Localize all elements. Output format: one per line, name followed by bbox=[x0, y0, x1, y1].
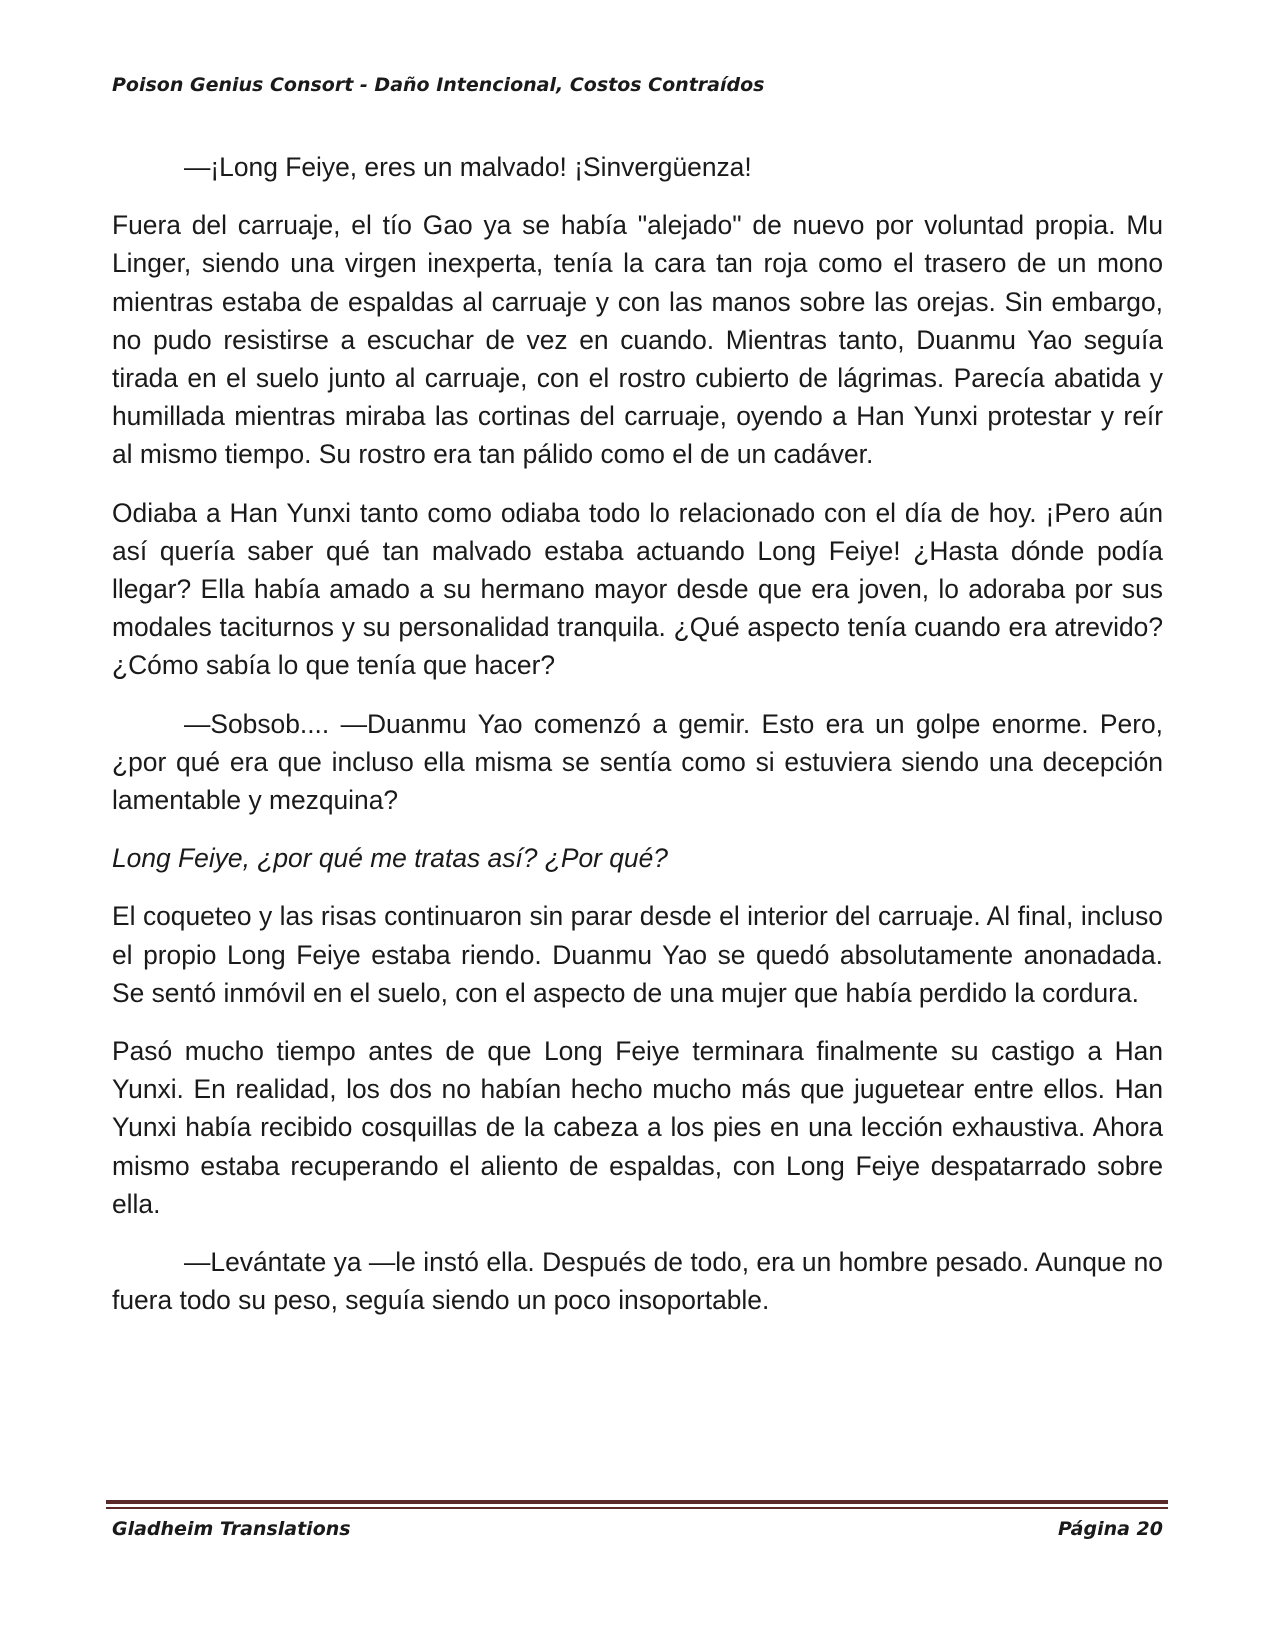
paragraph-thought: Long Feiye, ¿por qué me tratas así? ¿Por qué? bbox=[112, 843, 668, 874]
paragraph-hatred: Odiaba a Han Yunxi tanto como odiaba todo lo relacionado con el día de hoy. ¡Pero aún así quería saber qué tan malvado estaba actuando Long Feiye! ¿Hasta dónde podía llegar? Ella había amado a su hermano mayor desde que era joven, lo adoraba por sus modales taciturnos y su personalidad tranquila. ¿Qué aspecto tenía cuando era atrevido? ¿Cómo sabía lo que tenía que hacer? bbox=[112, 497, 1163, 681]
paragraph-dialogue-2: —Sobsob.... —Duanmu Yao comenzó a gemir. Esto era un golpe enorme. Pero, ¿por qué era que incluso ella misma se sentía como si estuviera siendo una decepción lamentable y mezquina? bbox=[112, 708, 1163, 816]
page-header-title: Poison Genius Consort - Daño Intencional, Costos Contraídos bbox=[112, 74, 765, 96]
document-body bbox=[112, 148, 1163, 1339]
paragraph-carriage: Fuera del carruaje, el tío Gao ya se había "alejado" de nuevo por voluntad propia. Mu Linger, siendo una virgen inexperta, tenía la cara tan roja como el trasero de un mono mientras estaba de espaldas al carruaje y con las manos sobre las orejas. Sin embargo, no pudo resistirse a escuchar de vez en cuando. Mientras tanto, Duanmu Yao seguía tirada en el suelo junto al carruaje, con el rostro cubierto de lágrimas. Parecía abatida y humillada mientras miraba las cortinas del carruaje, oyendo a Han Yunxi protestar y reír al mismo tiempo. Su rostro era tan pálido como el de un cadáver. bbox=[112, 210, 1163, 470]
footer-page-number: Página 20 bbox=[1057, 1518, 1163, 1540]
paragraph-punishment: Pasó mucho tiempo antes de que Long Feiye terminara finalmente su castigo a Han Yunxi. En realidad, los dos no habían hecho mucho más que juguetear entre ellos. Han Yunxi había recibido cosquillas de la cabeza a los pies en una lección exhaustiva. Ahora mismo estaba recuperando el aliento de espaldas, con Long Feiye despatarrado sobre ella. bbox=[112, 1036, 1163, 1219]
footer-rule-thick bbox=[106, 1500, 1168, 1504]
paragraph-dialogue-1: —¡Long Feiye, eres un malvado! ¡Sinvergüenza! bbox=[184, 152, 752, 182]
paragraph-dialogue-3: —Levántate ya —le instó ella. Después de todo, era un hombre pesado. Aunque no fuera todo su peso, seguía siendo un poco insoportable. bbox=[112, 1247, 1163, 1316]
footer-publisher: Gladheim Translations bbox=[112, 1518, 351, 1540]
footer-rule-thin bbox=[106, 1507, 1168, 1509]
paragraph-flirting: El coqueteo y las risas continuaron sin parar desde el interior del carruaje. Al final, incluso el propio Long Feiye estaba riendo. Duanmu Yao se quedó absolutamente anonadada. Se sentó inmóvil en el suelo, con el aspecto de una mujer que había perdido la cordura. bbox=[112, 901, 1163, 1008]
